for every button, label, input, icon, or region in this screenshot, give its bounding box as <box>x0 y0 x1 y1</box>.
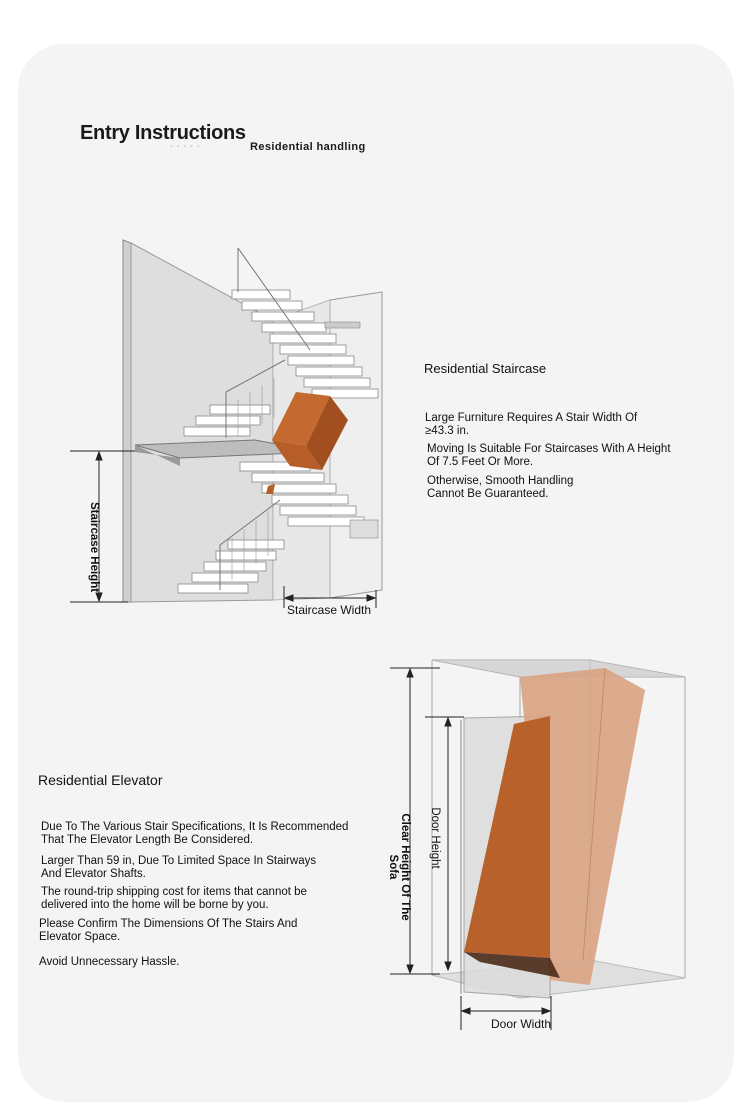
page-subtitle: Residential handling <box>250 141 366 153</box>
ghost-text: · · · · · <box>170 141 201 153</box>
staircase-height-label: Staircase Height <box>88 501 100 593</box>
staircase-width-label: Staircase Width <box>287 603 372 617</box>
door-height-label: Door Height <box>429 807 441 869</box>
clear-height-label: Clear Height Of The Sofa <box>387 813 411 921</box>
elevator-text-2: Larger Than 59 in, Due To Limited Space In Stairways And Elevator Shafts. <box>41 855 317 880</box>
elevator-text-1: Due To The Various Stair Specifications, It Is Recommended That The Elevator Length Be Considered. <box>41 821 349 846</box>
staircase-text-3: Otherwise, Smooth Handling Cannot Be Guaranteed. <box>427 475 574 500</box>
elevator-heading: Residential Elevator <box>38 772 163 788</box>
staircase-text-2: Moving Is Suitable For Staircases With A Height Of 7.5 Feet Or More. <box>427 443 671 468</box>
elevator-text-4: Please Confirm The Dimensions Of The Stairs And Elevator Space. <box>39 918 298 943</box>
elevator-text-3: The round-trip shipping cost for items that cannot be delivered into the home will be borne by you. <box>41 886 307 911</box>
staircase-text-1: Large Furniture Requires A Stair Width Of ≥43.3 in. <box>425 412 638 437</box>
elevator-text-5: Avoid Unnecessary Hassle. <box>39 956 180 968</box>
page-title: Entry Instructions <box>80 122 246 144</box>
door-width-label: Door Width <box>491 1017 552 1031</box>
staircase-heading: Residential Staircase <box>424 361 547 376</box>
